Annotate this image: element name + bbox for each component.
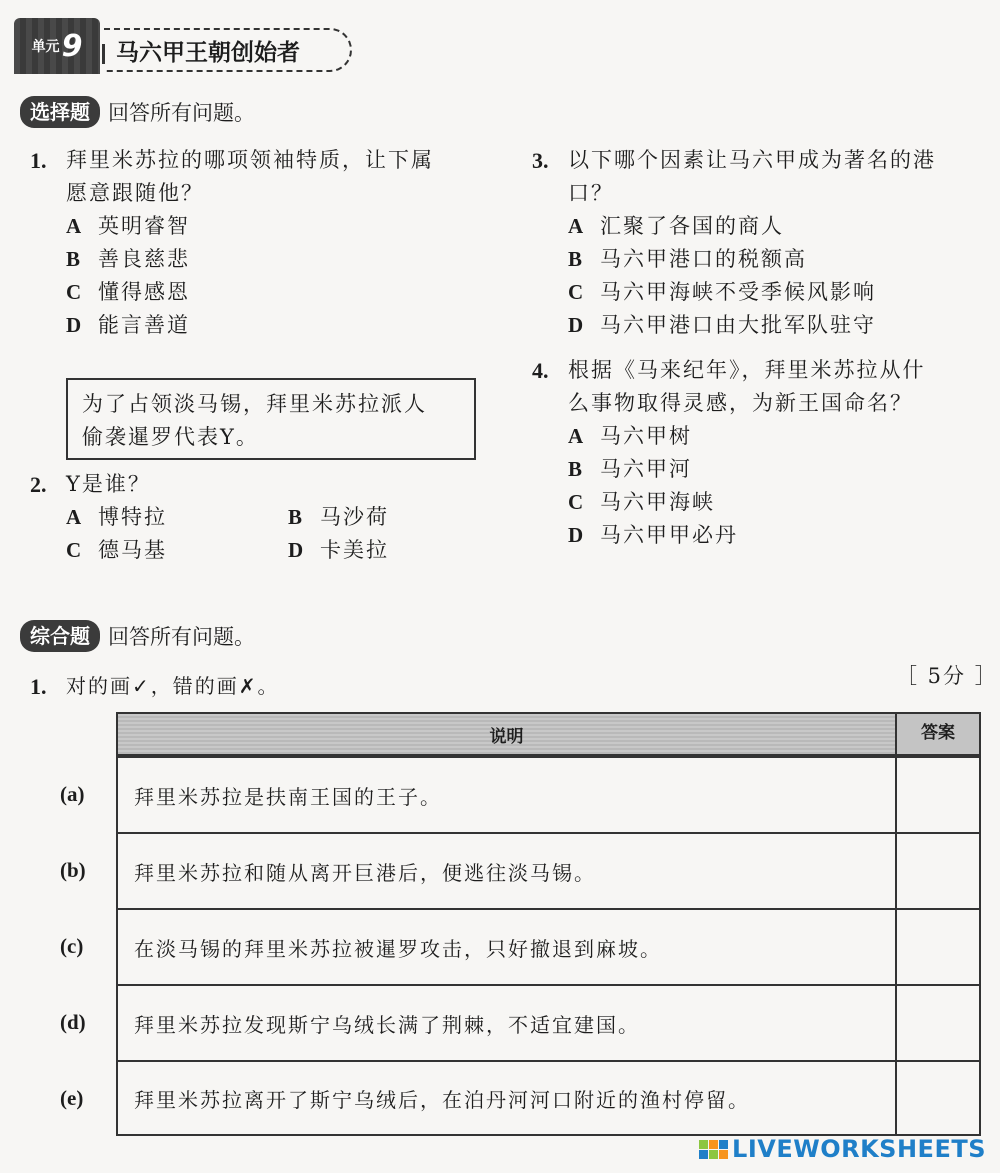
table-row (60, 908, 981, 984)
option-a[interactable]: A 马六甲树 (568, 424, 692, 448)
row-statement: 拜里米苏拉离开了斯宁乌绒后，在泊丹河河口附近的渔村停留。 (116, 1060, 897, 1136)
section2-instruction: 回答所有问题。 (108, 625, 255, 649)
section2-badge: 综合题 (20, 620, 100, 652)
question-number: 3. (532, 148, 549, 173)
structured-question-1 (30, 670, 480, 703)
unit-header (14, 18, 354, 74)
question-text: 么事物取得灵感，为新王国命名？ (568, 391, 913, 415)
question-1 (30, 144, 500, 342)
option-d[interactable]: D 卡美拉 (288, 538, 389, 562)
row-statement: 拜里米苏拉和随从离开巨港后，便逃往淡马锡。 (116, 832, 897, 908)
option-b[interactable]: B 马六甲河 (568, 457, 692, 481)
option-c[interactable]: C 马六甲海峡不受季候风影响 (568, 280, 876, 304)
answer-cell[interactable] (897, 984, 981, 1060)
option-d[interactable]: D 能言善道 (66, 313, 190, 337)
liveworksheets-logo-icon (699, 1140, 728, 1159)
question-text: 对的画✓，错的画✗。 (66, 674, 280, 698)
question-text: 愿意跟随他？ (66, 181, 204, 205)
option-b[interactable]: B 善良慈悲 (66, 247, 190, 271)
question-2 (30, 468, 500, 567)
passage-line: 为了占领淡马锡，拜里米苏拉派人 (82, 392, 427, 416)
option-a[interactable]: A 英明睿智 (66, 214, 190, 238)
question-3 (532, 144, 992, 342)
question-text: 拜里米苏拉的哪项领袖特质，让下属 (66, 148, 434, 172)
question-number: 2. (30, 472, 47, 497)
option-c[interactable]: C 马六甲海峡 (568, 490, 715, 514)
section2-header (20, 620, 255, 652)
passage-line: 偷袭暹罗代表Y。 (82, 425, 259, 449)
question-number: 4. (532, 358, 549, 383)
question-text: 口？ (568, 181, 614, 205)
row-label: (d) (60, 1009, 86, 1034)
option-c[interactable]: C 德马基 (66, 538, 167, 562)
question-number: 1. (30, 148, 47, 173)
column-header-answer: 答案 (897, 714, 979, 754)
table-row (60, 832, 981, 908)
row-label: (e) (60, 1085, 84, 1110)
unit-number: 9 (61, 28, 83, 64)
unit-badge (14, 18, 100, 74)
answer-cell[interactable] (897, 1060, 981, 1136)
question-text: Y是谁？ (66, 472, 151, 496)
section1-badge: 选择题 (20, 96, 100, 128)
question-text: 根据《马来纪年》，拜里米苏拉从什 (568, 358, 926, 382)
question-4 (532, 354, 992, 552)
unit-label: 单元 (31, 39, 60, 55)
option-a[interactable]: A 汇聚了各国的商人 (568, 214, 784, 238)
option-b[interactable]: B 马沙荷 (288, 505, 389, 529)
table-row (60, 984, 981, 1060)
section1-header (20, 96, 255, 128)
section1-instruction: 回答所有问题。 (108, 101, 255, 125)
passage-box (66, 378, 476, 460)
question-number: 1. (30, 674, 47, 699)
option-c[interactable]: C 懂得感恩 (66, 280, 190, 304)
table-row (60, 1060, 981, 1136)
column-header-statement: 说明 (118, 714, 897, 754)
answer-cell[interactable] (897, 756, 981, 832)
option-a[interactable]: A 博特拉 (66, 505, 167, 529)
row-label: (c) (60, 933, 84, 958)
row-statement: 在淡马锡的拜里米苏拉被暹罗攻击，只好撤退到麻坡。 (116, 908, 897, 984)
table-row (60, 756, 981, 832)
option-d[interactable]: D 马六甲甲必丹 (568, 523, 738, 547)
row-label: (a) (60, 781, 85, 806)
option-b[interactable]: B 马六甲港口的税额高 (568, 247, 807, 271)
answer-cell[interactable] (897, 832, 981, 908)
true-false-table (60, 756, 981, 1136)
answer-cell[interactable] (897, 908, 981, 984)
watermark-text: LIVEWORKSHEETS (732, 1135, 986, 1163)
row-statement: 拜里米苏拉发现斯宁乌绒长满了荆棘，不适宜建国。 (116, 984, 897, 1060)
option-d[interactable]: D 马六甲港口由大批军队驻守 (568, 313, 876, 337)
question-text: 以下哪个因素让马六甲成为著名的港 (568, 148, 936, 172)
row-statement: 拜里米苏拉是扶南王国的王子。 (116, 756, 897, 832)
table-header (116, 712, 981, 756)
row-label: (b) (60, 857, 86, 882)
liveworksheets-watermark (699, 1135, 986, 1163)
unit-title: 马六甲王朝创始者 (104, 28, 352, 72)
marks-label: ［ 5分 ］ (896, 664, 998, 688)
